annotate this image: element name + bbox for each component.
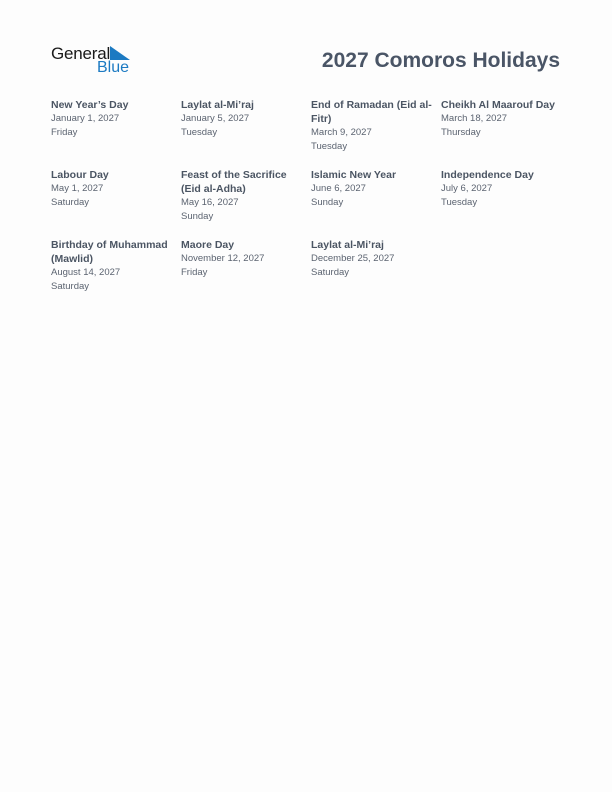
holiday-name: Laylat al-Mi’raj: [181, 99, 254, 111]
holiday-date: November 12, 2027: [181, 253, 265, 264]
holiday-name: Birthday of Muhammad (Mawlid): [51, 239, 168, 265]
holiday-date: March 9, 2027: [311, 127, 372, 138]
holiday-name: Laylat al-Mi’raj: [311, 239, 384, 251]
holiday-item: [51, 98, 173, 140]
holiday-date: March 18, 2027: [441, 113, 508, 124]
holiday-weekday: Sunday: [181, 211, 214, 222]
holiday-date: June 6, 2027: [311, 183, 366, 194]
holiday-name: Feast of the Sacrifice (Eid al-Adha): [181, 169, 287, 195]
holiday-name: New Year’s Day: [51, 99, 129, 111]
holiday-item: [181, 98, 303, 140]
holiday-weekday: Tuesday: [311, 141, 348, 152]
holiday-date: January 1, 2027: [51, 113, 120, 124]
holiday-item: [51, 168, 173, 210]
holiday-date: December 25, 2027: [311, 253, 395, 264]
holiday-item: [311, 168, 433, 210]
holiday-name: Cheikh Al Maarouf Day: [441, 99, 555, 111]
holiday-weekday: Tuesday: [181, 127, 218, 138]
holiday-name: Maore Day: [181, 239, 235, 251]
holiday-weekday: Friday: [51, 127, 78, 138]
holiday-name: Labour Day: [51, 169, 109, 181]
logo-blue-text: Blue: [97, 59, 130, 76]
generalblue-logo: [51, 44, 133, 78]
holiday-date: August 14, 2027: [51, 267, 121, 278]
holiday-weekday: Sunday: [311, 197, 344, 208]
holiday-item: [311, 238, 433, 280]
holiday-weekday: Saturday: [311, 267, 350, 278]
holiday-weekday: Friday: [181, 267, 208, 278]
holiday-item: [441, 168, 566, 210]
holiday-item: [181, 238, 303, 280]
holiday-date: July 6, 2027: [441, 183, 493, 194]
holiday-name: Independence Day: [441, 169, 534, 181]
page-title: 2027 Comoros Holidays: [321, 49, 560, 72]
logo-triangle-icon: [110, 46, 130, 60]
holiday-item: [441, 98, 566, 140]
holiday-weekday: Saturday: [51, 281, 90, 292]
holiday-item: [181, 168, 303, 224]
holiday-name: Islamic New Year: [311, 169, 397, 181]
holiday-date: May 1, 2027: [51, 183, 104, 194]
holiday-date: May 16, 2027: [181, 197, 239, 208]
holiday-date: January 5, 2027: [181, 113, 250, 124]
holiday-item: [51, 238, 173, 294]
holiday-weekday: Tuesday: [441, 197, 478, 208]
holiday-item: [311, 98, 433, 154]
holiday-weekday: Thursday: [441, 127, 481, 138]
logo-general-text: General: [51, 44, 111, 63]
holiday-name: End of Ramadan (Eid al-Fitr): [311, 99, 432, 125]
holiday-weekday: Saturday: [51, 197, 90, 208]
